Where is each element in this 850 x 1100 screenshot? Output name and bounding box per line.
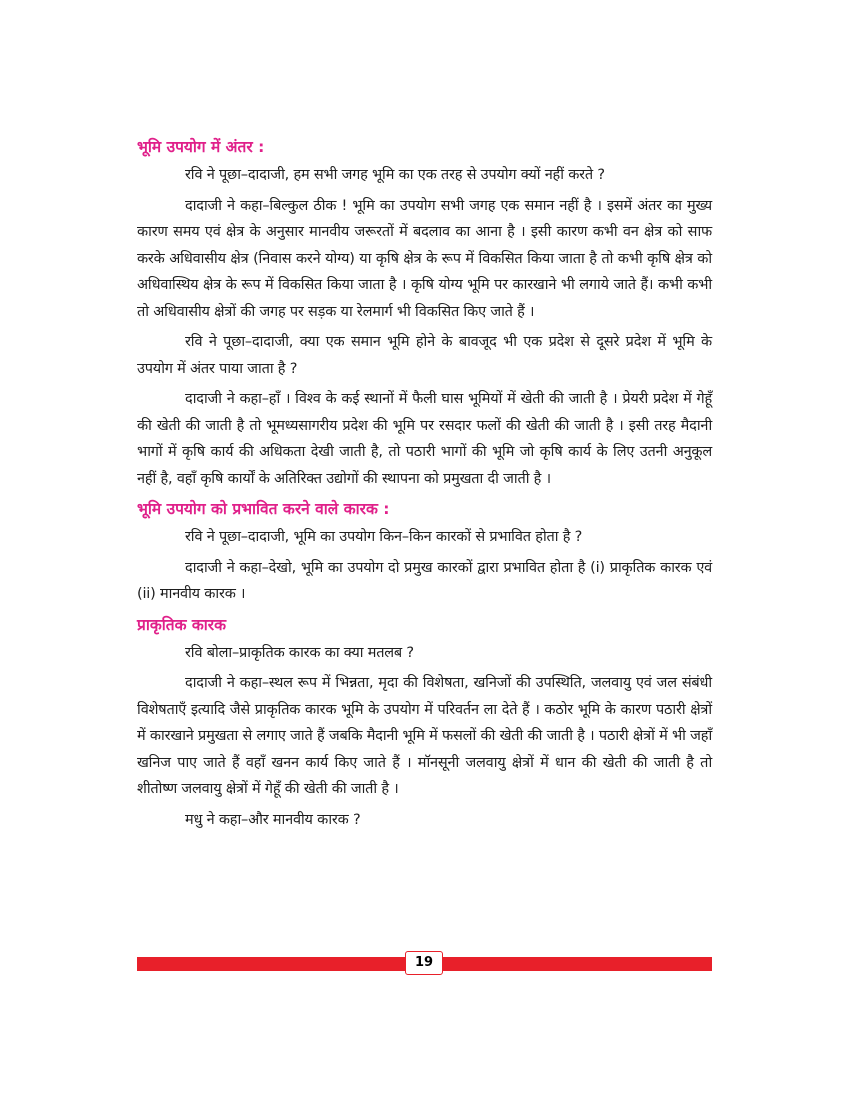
paragraph: रवि ने पूछा–दादाजी, क्या एक समान भूमि होने के बावजूद भी एक प्रदेश से दूसरे प्रदेश में भूमि के उपयोग में अंतर पाया जाता है ? xyxy=(137,334,712,377)
section-heading-natural-factors: प्राकृतिक कारक xyxy=(137,615,227,634)
page-content xyxy=(137,130,712,837)
paragraph: रवि ने पूछा–दादाजी, भूमि का उपयोग किन–किन कारकों से प्रभावित होता है ? xyxy=(185,529,583,545)
paragraph: दादाजी ने कहा–देखो, भूमि का उपयोग दो प्रमुख कारकों द्वारा प्रभावित होता है (i) प्राकृतिक कारक एवं (ii) मानवीय कारक । xyxy=(137,559,712,602)
paragraph: दादाजी ने कहा–हाँ । विश्व के कई स्थानों में फैली घास भूमियों में खेती की जाती है । प्रेयरी प्रदेश में गेहूँ की खेती की जाती है तो भूमध्यसागरीय प्रदेश की भूमि पर रसदार फलों की खेती की जाती है । इसी तरह मैदानी भागों में कृषि कार्य की अधिकता देखी जाती है, तो पठारी भागों की भूमि जो कृषि कार्य के लिए उतनी अनुकूल नहीं है, वहाँ कृषि कार्यों के अतिरिक्त उद्योगों की स्थापना को प्रमुखता दी जाती है । xyxy=(137,391,712,487)
paragraph: दादाजी ने कहा–बिल्कुल ठीक ! भूमि का उपयोग सभी जगह एक समान नहीं है । इसमें अंतर का मुख्य कारण समय एवं क्षेत्र के अनुसार मानवीय जरूरतों में बदलाव का आना है । इसी कारण कभी वन क्षेत्र को साफ करके अधिवासीय क्षेत्र (निवास करने योग्य) या कृषि क्षेत्र के रूप में विकसित किया जाता है तो कभी कृषि क्षेत्र को अधिवास्थिय क्षेत्र के रूप में विकसित किया जाता है । कृषि योग्य भूमि पर कारखाने भी लगाये जाते हैं। कभी कभी तो अधिवासीय क्षेत्रों की जगह पर सड़क या रेलमार्ग भी विकसित किए जाते हैं । xyxy=(137,197,712,320)
paragraph: मधु ने कहा–और मानवीय कारक ? xyxy=(185,811,361,828)
section-heading-land-use-difference: भूमि उपयोग में अंतर : xyxy=(137,138,265,156)
paragraph: रवि ने पूछा–दादाजी, हम सभी जगह भूमि का एक तरह से उपयोग क्यों नहीं करते ? xyxy=(185,167,605,183)
paragraph: दादाजी ने कहा–स्थल रूप में भिन्नता, मृदा की विशेषता, खनिजों की उपस्थिति, जलवायु एवं जल संबंधी विशेषताएँ इत्यादि जैसे प्राकृतिक कारक भूमि के उपयोग में परिवर्तन ला देते हैं । कठोर भूमि के कारण पठारी क्षेत्रों में कारखाने प्रमुखता से लगाए जाते हैं जबकि मैदानी भूमि में फसलों की खेती की जाती है । पठारी क्षेत्रों में भी जहाँ खनिज पाए जाते हैं वहाँ खनन कार्य किए जाते हैं । मॉनसूनी जलवायु क्षेत्रों में धान की खेती की जाती है तो शीतोष्ण जलवायु क्षेत्रों में गेहूँ की खेती की जाती है । xyxy=(137,675,712,797)
page-number: 19 xyxy=(405,951,443,975)
section-heading-influencing-factors: भूमि उपयोग को प्रभावित करने वाले कारक : xyxy=(137,500,390,518)
paragraph: रवि बोला–प्राकृतिक कारक का क्या मतलब ? xyxy=(185,644,414,661)
